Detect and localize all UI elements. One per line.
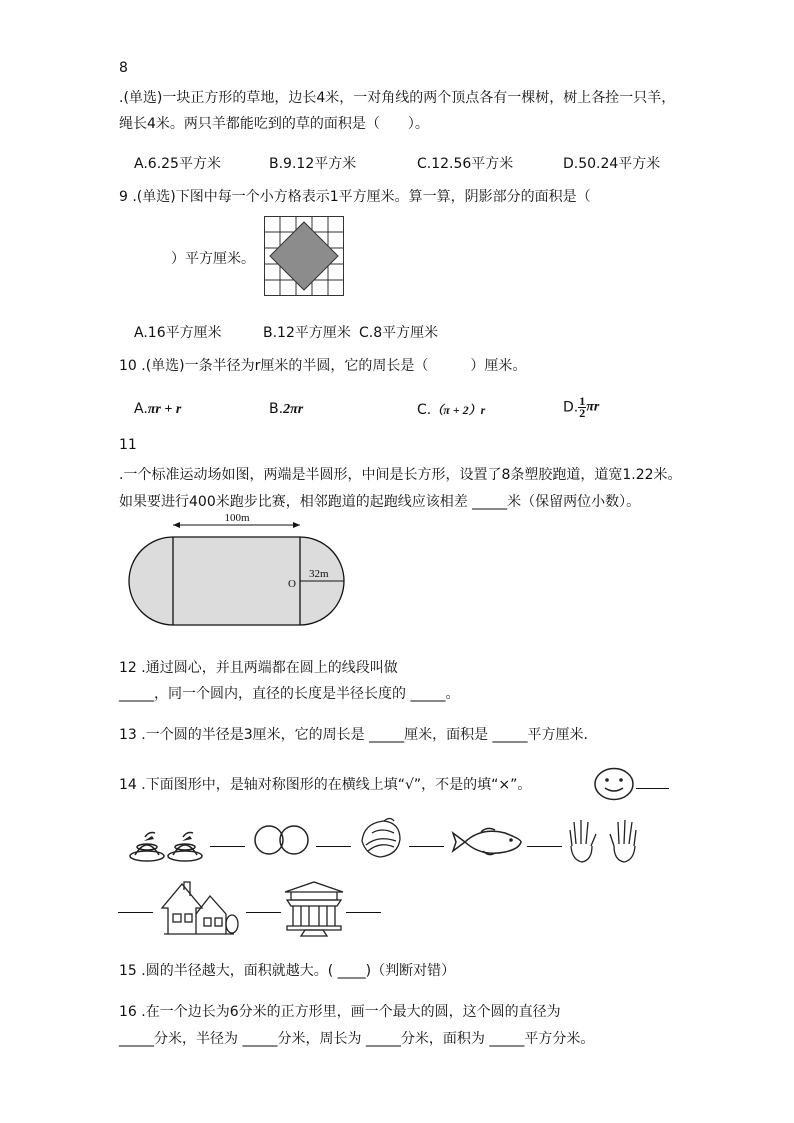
q11-radius-label: 32m [309, 568, 329, 580]
q10-option-d-numerator: 1 [579, 394, 586, 408]
q14-answer-blank-3[interactable] [316, 846, 351, 847]
q9-stem-line2: ）平方厘米。 [171, 251, 255, 267]
q10-option-c [417, 401, 485, 418]
q8-stem-line1: .(单选)一块正方形的草地，边长4米，一对角线的两个顶点各有一棵树，树上各拴一只羊， [119, 90, 676, 106]
q11-stem-line1: .一个标准运动场如图，两端是半圆形，中间是长方形，设置了8条塑胶跑道，道宽1.22米。 [119, 467, 682, 483]
q11-number: 11 [119, 437, 137, 453]
q15-line1: 15 .圆的半径越大，面积就越大。( ____)（判断对错） [119, 963, 456, 979]
q10-option-b [269, 401, 303, 418]
double-circle-icon [253, 822, 311, 858]
q10-option-c-label: C. [417, 402, 432, 418]
q11-track-figure [130, 512, 346, 630]
q8-option-a: A.6.25平方米 [134, 156, 221, 172]
q11-stem-line2: 如果要进行400米跑步比赛，相邻跑道的起跑线应该相差 _____米（保留两位小数）。 [119, 494, 641, 510]
q10-option-a-expr: πr + r [147, 402, 182, 417]
q13-line1: 13 .一个圆的半径是3厘米，它的周长是 _____厘米，面积是 _____平方厘米. [119, 727, 588, 743]
q11-length-label: 100m [224, 512, 250, 524]
q10-option-d-label: D. [563, 399, 579, 416]
q12-line2: _____，同一个圆内，直径的长度是半径长度的 _____。 [119, 686, 460, 702]
q14-answer-blank-4[interactable] [409, 846, 444, 847]
q8-option-d: D.50.24平方米 [563, 156, 661, 172]
q14-answer-blank-1[interactable] [636, 788, 669, 789]
q10-stem: 10 .(单选)一条半径为r厘米的半圆，它的周长是（ ）厘米。 [119, 358, 527, 374]
q10-option-d-denominator: 2 [579, 406, 586, 420]
q16-line2: _____分米，半径为 _____分米，周长为 _____分米，面积为 _____平方分米。 [119, 1031, 595, 1047]
q10-option-b-expr: 2πr [283, 402, 304, 417]
q14-answer-blank-2[interactable] [210, 846, 245, 847]
q9-stem-line1: 9 .(单选)下图中每一个小方格表示1平方厘米。算一算，阴影部分的面积是（ [119, 189, 591, 205]
fish-icon [451, 825, 523, 859]
temple-icon [283, 878, 345, 936]
q12-line1: 12 .通过圆心，并且两端都在圆上的线段叫做 [119, 660, 398, 676]
q14-answer-blank-8[interactable] [346, 912, 381, 913]
q16-line1: 16 .在一个边长为6分米的正方形里，画一个最大的圆，这个圆的直径为 [119, 1004, 561, 1020]
teacups-icon [127, 823, 207, 865]
q10-option-a-label: A. [134, 401, 148, 417]
q10-option-b-label: B. [269, 401, 284, 417]
seashell-icon [358, 817, 404, 861]
q14-answer-blank-7[interactable] [246, 912, 281, 913]
q9-option-a: A.16平方厘米 [134, 325, 222, 341]
q8-option-c: C.12.56平方米 [417, 156, 514, 172]
q10-option-d-expr: πr [586, 399, 600, 415]
q9-option-b: B.12平方厘米 [263, 325, 351, 341]
q14-line1: 14 .下面图形中，是轴对称图形的在横线上填“√”，不是的填“×”。 [119, 777, 532, 793]
smiley-face-icon [593, 767, 635, 801]
q8-option-b: B.9.12平方米 [269, 156, 357, 172]
q9-option-c: C.8平方厘米 [359, 325, 439, 341]
hands-icon [566, 818, 640, 864]
q10-option-c-expr: （π + 2）r [431, 403, 486, 417]
q8-stem-line2: 绳长4米。两只羊都能吃到的草的面积是（ ）。 [119, 116, 429, 132]
house-icon [160, 878, 242, 936]
q8-number: 8 [119, 60, 128, 76]
q14-answer-blank-5[interactable] [527, 846, 562, 847]
q11-center-label: O [288, 578, 296, 590]
q10-option-d [563, 396, 599, 419]
q9-grid-figure [264, 216, 344, 296]
q14-answer-blank-6[interactable] [118, 912, 153, 913]
q10-option-a [134, 401, 181, 418]
